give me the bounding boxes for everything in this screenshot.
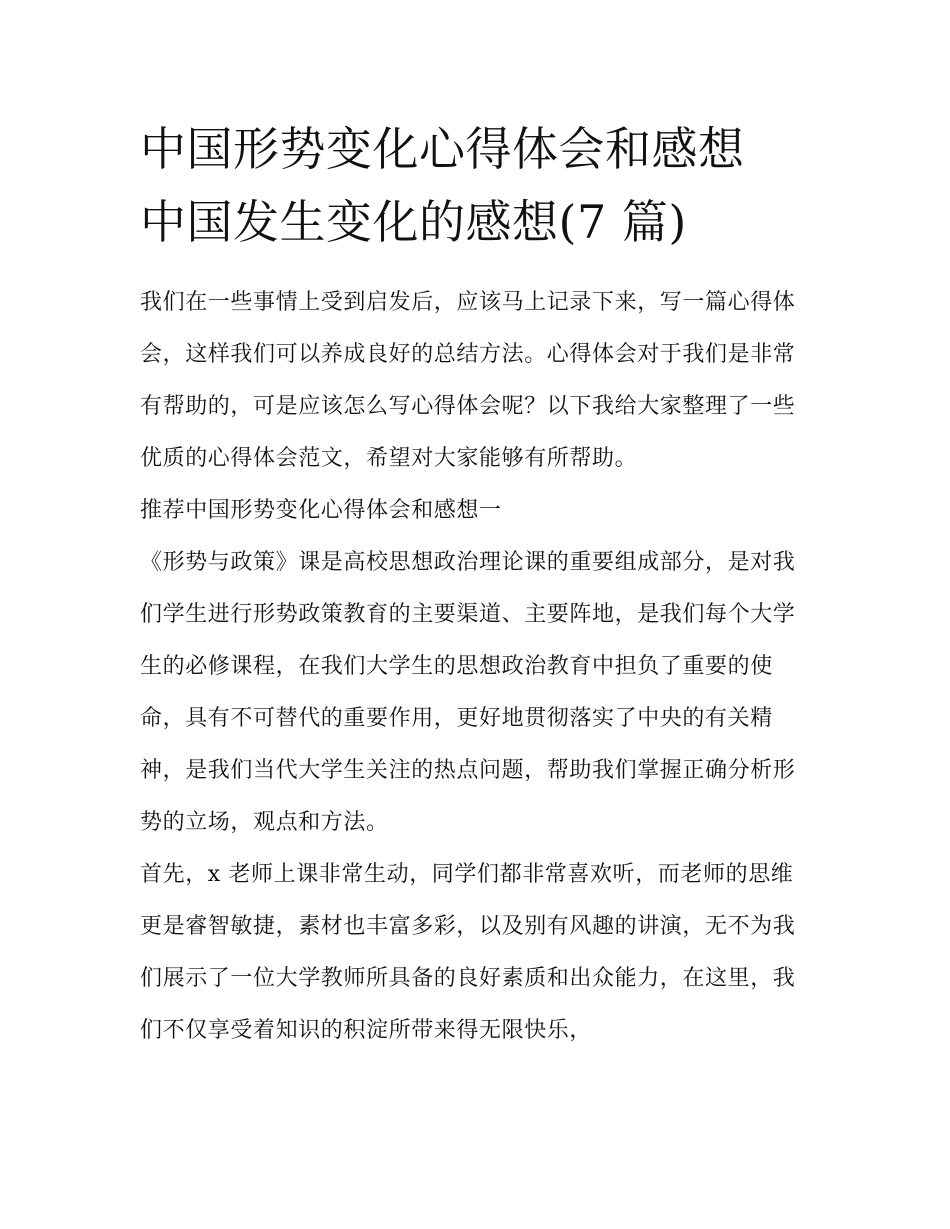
- title-line-1: 中国形势变化心得体会和感想: [140, 122, 745, 176]
- document-page: [140, 113, 815, 1057]
- body-paragraph: 首先，x 老师上课非常生动，同学们都非常喜欢听，而老师的思维更是睿智敏捷，素材也丰富多彩，以及别有风趣的讲演，无不为我们展示了一位大学教师所具备的良好素质和出众能力，在这里，我们不仅享受着知识的积淀所带来得无限快乐，: [140, 862, 796, 1043]
- body-paragraph: 《形势与政策》课是高校思想政治理论课的重要组成部分，是对我们学生进行形势政策教育的主要渠道、主要阵地，是我们每个大学生的必修课程，在我们大学生的思想政治教育中担负了重要的使命，具有不可替代的重要作用，更好地贯彻落实了中央的有关精神，是我们当代大学生关注的热点问题，帮助我们掌握正确分析形势的立场，观点和方法。: [140, 550, 796, 835]
- title-line-2: 中国发生变化的感想(7 篇): [140, 195, 687, 249]
- intro-paragraph: 我们在一些事情上受到启发后，应该马上记录下来，写一篇心得体会，这样我们可以养成良好的总结方法。心得体会对于我们是非常有帮助的，可是应该怎么写心得体会呢？以下我给大家整理了一些优质的心得体会范文，希望对大家能够有所帮助。: [140, 290, 796, 471]
- document-title: [140, 113, 815, 259]
- section-heading: 推荐中国形势变化心得体会和感想一: [140, 498, 502, 523]
- document-body: [140, 277, 815, 1057]
